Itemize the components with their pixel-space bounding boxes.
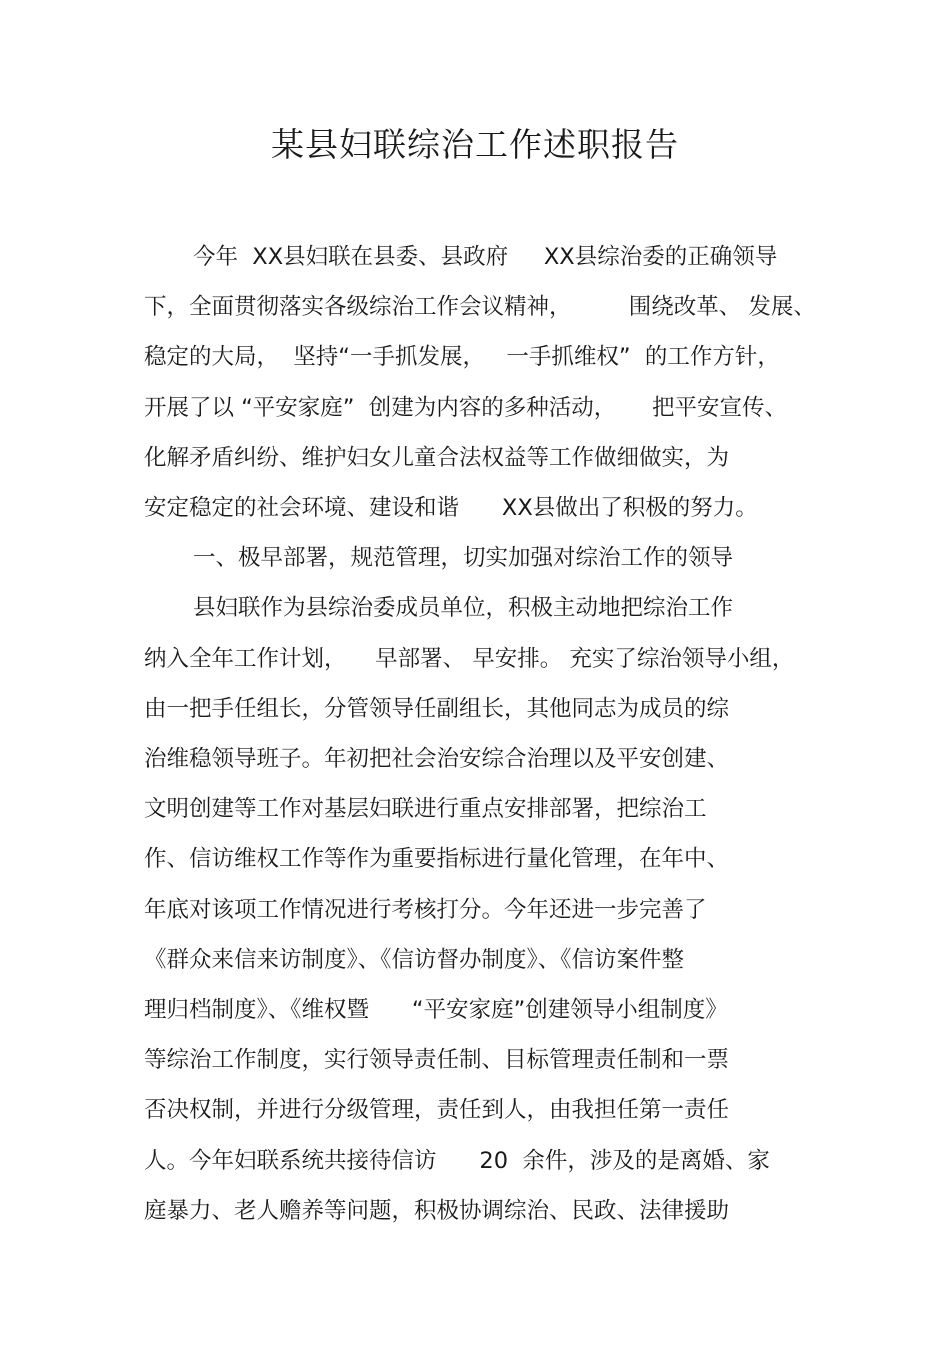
body-line: 人。今年妇联系统共接待信访 20 余件，涉及的是离婚、家 xyxy=(144,1147,770,1174)
body-line: 稳定的大局， 坚持“一手抓发展， 一手抓维权” 的工作方针， xyxy=(144,344,780,371)
body-line: 一、极早部署，规范管理，切实加强对综治工作的领导 xyxy=(193,545,734,572)
body-line: 文明创建等工作对基层妇联进行重点安排部署，把综治工 xyxy=(144,796,707,823)
body-line: 作、信访维权工作等作为重要指标进行量化管理，在年中、 xyxy=(144,846,730,873)
body-line: 庭暴力、老人赡养等问题，积极协调综治、民政、法律援助 xyxy=(144,1197,730,1224)
body-line: 安定稳定的社会环境、建设和谐 XX县做出了积极的努力。 xyxy=(144,495,758,521)
body-line: 化解矛盾纠纷、维护妇女儿童合法权益等工作做细做实，为 xyxy=(144,444,730,471)
document-title: 某县妇联综治工作述职报告 xyxy=(271,125,679,164)
body-line: 年底对该项工作情况进行考核打分。今年还进一步完善了 xyxy=(144,896,707,923)
body-line: 下，全面贯彻落实各级综治工作会议精神， 围绕改革、 发展、 xyxy=(144,294,816,321)
body-line: 理归档制度》、《维权暨 “平安家庭”创建领导小组制度》 xyxy=(144,997,728,1023)
body-line: 否决权制，并进行分级管理，责任到人，由我担任第一责任 xyxy=(144,1097,730,1124)
body-line: 县妇联作为县综治委成员单位，积极主动地把综治工作 xyxy=(193,595,734,622)
body-line: 《群众来信来访制度》、《信访督办制度》、《信访案件整 xyxy=(144,946,685,973)
body-line: 开展了以 “平安家庭” 创建为内容的多种活动， 把平安宣传、 xyxy=(144,394,788,421)
body-line: 今年 XX县妇联在县委、县政府 XX县综治委的正确领导 xyxy=(193,244,778,270)
body-line: 治维稳领导班子。年初把社会治安综合治理以及平安创建、 xyxy=(144,746,730,772)
body-line: 纳入全年工作计划， 早部署、 早安排。 充实了综治领导小组， xyxy=(144,645,795,672)
body-line: 等综治工作制度，实行领导责任制、目标管理责任制和一票 xyxy=(144,1047,730,1074)
body-line: 由一把手任组长，分管领导任副组长，其他同志为成员的综 xyxy=(144,695,730,722)
